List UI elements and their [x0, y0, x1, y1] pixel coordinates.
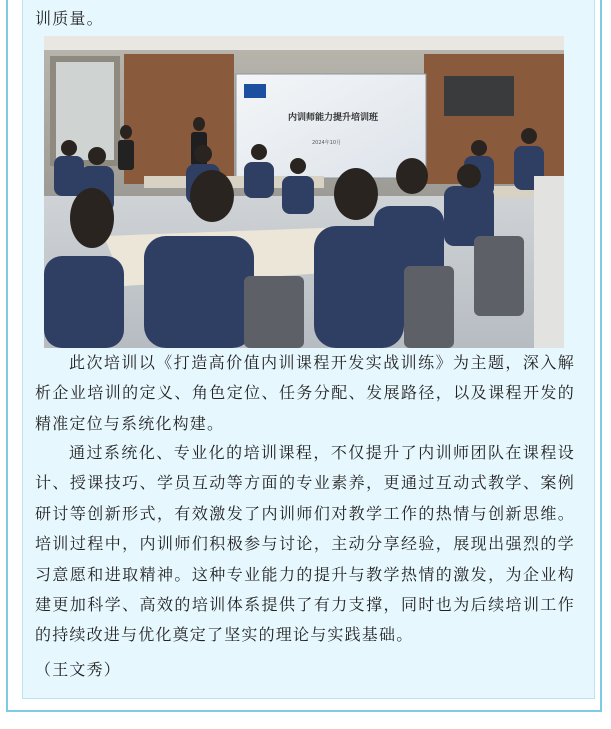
training-classroom-image	[44, 36, 564, 348]
banner-date: 2024年10月	[312, 140, 342, 146]
author-signature: （王文秀）	[35, 660, 122, 679]
banner-title: 内训师能力提升培训班	[288, 113, 379, 123]
previous-paragraph-tail: 训质量。	[35, 9, 104, 28]
paragraph-training-theme: 此次培训以《打造高价值内训课程开发实战训练》为主题，深入解析企业培训的定义、角色定位、任务分配、发展路径，以及课程开发的精准定位与系统化构建。	[35, 353, 575, 433]
paragraph-training-outcomes: 通过系统化、专业化的培训课程，不仅提升了内训师团队在课程设计、授课技巧、学员互动等方面的专业素养，更通过互动式教学、案例研讨等创新形式，有效激发了内训师们对教学工作的热情与创新思维。培训过程中，内训师们积极参与讨论，主动分享经验，展现出强烈的学习意愿和进取精神。这种专业能力的提升与教学热情的激发，为企业构建更加科学、高效的培训体系提供了有力支撑，同时也为后续培训工作的持续改进与优化奠定了坚实的理论与实践基础。	[35, 443, 575, 645]
training-photo	[44, 36, 564, 348]
